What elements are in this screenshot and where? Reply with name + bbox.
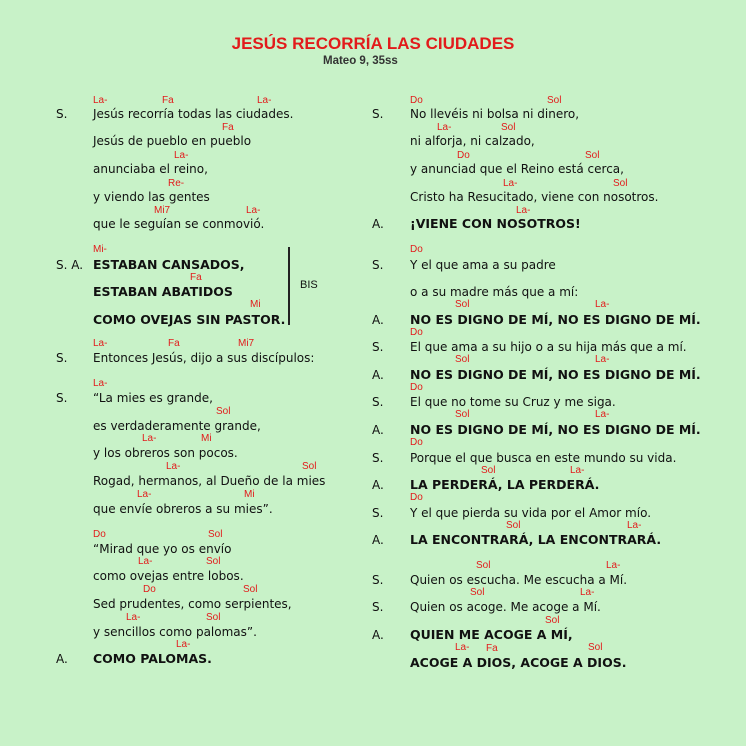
refrain-line: NO ES DIGNO DE MÍ, NO ES DIGNO DE MÍ. bbox=[410, 312, 701, 327]
chord: La- bbox=[93, 338, 108, 349]
song-title: JESÚS RECORRÍA LAS CIUDADES bbox=[231, 34, 515, 53]
speaker-label: A. bbox=[372, 628, 384, 642]
chord: La- bbox=[516, 205, 531, 216]
speaker-label: A. bbox=[372, 423, 384, 437]
refrain-line: ACOGE A DIOS, ACOGE A DIOS. bbox=[410, 655, 627, 670]
lyric-line: Y el que ama a su padre bbox=[410, 258, 556, 272]
speaker-label: A. bbox=[372, 313, 384, 327]
refrain-line: LA ENCONTRARÁ, LA ENCONTRARÁ. bbox=[410, 532, 662, 547]
chord: La- bbox=[246, 205, 261, 216]
scripture-reference: Mateo 9, 35ss bbox=[323, 55, 398, 67]
refrain-line: COMO PALOMAS. bbox=[93, 651, 212, 666]
chord: La- bbox=[503, 178, 518, 189]
chord: Sol bbox=[585, 150, 600, 161]
chord: La- bbox=[455, 642, 470, 653]
speaker-label: S. bbox=[372, 340, 384, 354]
speaker-label: A. bbox=[372, 217, 384, 231]
speaker-label: S. bbox=[372, 573, 384, 587]
refrain-line: NO ES DIGNO DE MÍ, NO ES DIGNO DE MÍ. bbox=[410, 422, 701, 437]
chord: Do bbox=[93, 529, 106, 540]
chord: La- bbox=[570, 465, 585, 476]
chord: Sol bbox=[545, 615, 560, 626]
speaker-label: S. A. bbox=[56, 258, 84, 272]
lyric-line: El que no tome su Cruz y me siga. bbox=[410, 395, 616, 409]
chord: La- bbox=[126, 612, 141, 623]
chord: Sol bbox=[613, 178, 628, 189]
chord: Sol bbox=[501, 122, 516, 133]
speaker-label: S. bbox=[372, 451, 384, 465]
lyric-line: Cristo ha Resucitado, viene con nosotros. bbox=[410, 190, 659, 204]
speaker-label: S. bbox=[56, 351, 68, 365]
chord: La- bbox=[437, 122, 452, 133]
chord: Mi7 bbox=[238, 338, 255, 349]
refrain-line: ESTABAN ABATIDOS bbox=[93, 284, 233, 299]
lyric-line: Entonces Jesús, dijo a sus discípulos: bbox=[93, 351, 315, 365]
chord: Mi bbox=[201, 433, 212, 444]
lyric-line: o a su madre más que a mí: bbox=[410, 285, 579, 299]
lyric-line: Quien os acoge. Me acoge a Mí. bbox=[410, 600, 601, 614]
chord: La- bbox=[138, 556, 153, 567]
lyric-line: como ovejas entre lobos. bbox=[93, 569, 244, 583]
chord: La- bbox=[257, 95, 272, 106]
chord: Sol bbox=[216, 406, 231, 417]
chord: Sol bbox=[476, 560, 491, 571]
chord: La- bbox=[580, 587, 595, 598]
refrain-line: COMO OVEJAS SIN PASTOR. bbox=[93, 312, 286, 327]
lyric-line: Jesús de pueblo en pueblo bbox=[93, 134, 252, 148]
lyric-line: Rogad, hermanos, al Dueño de la mies bbox=[93, 474, 326, 488]
chord: La- bbox=[142, 433, 157, 444]
bis-bracket bbox=[288, 247, 290, 325]
chord: La- bbox=[93, 378, 108, 389]
chord: Do bbox=[410, 492, 423, 503]
chord: Sol bbox=[243, 584, 258, 595]
lyric-line: “La mies es grande, bbox=[93, 391, 213, 405]
chord: Sol bbox=[302, 461, 317, 472]
chord: Do bbox=[410, 244, 423, 255]
chord: Sol bbox=[588, 642, 603, 653]
chord: Do bbox=[410, 95, 423, 106]
chord: Do bbox=[410, 437, 423, 448]
speaker-label: A. bbox=[372, 368, 384, 382]
lyric-line: Quien os escucha. Me escucha a Mí. bbox=[410, 573, 628, 587]
chord: Fa bbox=[222, 122, 234, 133]
refrain-line: ESTABAN CANSADOS, bbox=[93, 257, 245, 272]
chord: Sol bbox=[208, 529, 223, 540]
bis-label: BIS bbox=[300, 279, 318, 291]
chord: La- bbox=[137, 489, 152, 500]
speaker-label: A. bbox=[372, 533, 384, 547]
refrain-line: ¡VIENE CON NOSOTROS! bbox=[410, 216, 581, 231]
refrain-line: LA PERDERÁ, LA PERDERÁ. bbox=[410, 477, 600, 492]
chord: Re- bbox=[168, 178, 185, 189]
chord: La- bbox=[176, 639, 191, 650]
speaker-label: S. bbox=[372, 600, 384, 614]
speaker-label: S. bbox=[372, 258, 384, 272]
lyric-line: Y el que pierda su vida por el Amor mío. bbox=[410, 506, 652, 520]
chord: La- bbox=[606, 560, 621, 571]
chord: Sol bbox=[206, 556, 221, 567]
speaker-label: S. bbox=[372, 506, 384, 520]
chord: La- bbox=[595, 354, 610, 365]
refrain-line: NO ES DIGNO DE MÍ, NO ES DIGNO DE MÍ. bbox=[410, 367, 701, 382]
chord: Sol bbox=[206, 612, 221, 623]
chord: Do bbox=[410, 382, 423, 393]
chord: La- bbox=[174, 150, 189, 161]
chord: Mi- bbox=[93, 244, 107, 255]
lyric-line: El que ama a su hijo o a su hija más que a mí. bbox=[410, 340, 687, 354]
speaker-label: S. bbox=[56, 107, 68, 121]
speaker-label: A. bbox=[56, 652, 68, 666]
refrain-line: QUIEN ME ACOGE A MÍ, bbox=[410, 627, 573, 642]
chord: Fa bbox=[190, 272, 202, 283]
speaker-label: S. bbox=[56, 391, 68, 405]
chord: Sol bbox=[547, 95, 562, 106]
lyric-line: “Mirad que yo os envío bbox=[93, 542, 232, 556]
speaker-label: A. bbox=[372, 478, 384, 492]
lyric-line: Sed prudentes, como serpientes, bbox=[93, 597, 292, 611]
chord: La- bbox=[627, 520, 642, 531]
chord: La- bbox=[595, 299, 610, 310]
lyric-line: Porque el que busca en este mundo su vida. bbox=[410, 451, 677, 465]
chord: Do bbox=[143, 584, 156, 595]
chord: La- bbox=[166, 461, 181, 472]
chord: Sol bbox=[455, 354, 470, 365]
chord: La- bbox=[93, 95, 108, 106]
chord: Do bbox=[457, 150, 470, 161]
lyric-line: que le seguían se conmovió. bbox=[93, 217, 265, 231]
chord: Do bbox=[410, 327, 423, 338]
lyric-line: No llevéis ni bolsa ni dinero, bbox=[410, 107, 580, 121]
lyric-line: y sencillos como palomas”. bbox=[93, 625, 257, 639]
lyric-line: que envíe obreros a su mies”. bbox=[93, 502, 273, 516]
lyric-line: y los obreros son pocos. bbox=[93, 446, 238, 460]
chord: Fa bbox=[486, 643, 498, 654]
lyric-line: anunciaba el reino, bbox=[93, 162, 208, 176]
chord: Sol bbox=[470, 587, 485, 598]
chord: Sol bbox=[455, 299, 470, 310]
lyric-line: Jesús recorría todas las ciudades. bbox=[93, 107, 294, 121]
lyric-line: ni alforja, ni calzado, bbox=[410, 134, 535, 148]
speaker-label: S. bbox=[372, 395, 384, 409]
chord: Sol bbox=[506, 520, 521, 531]
chord: Sol bbox=[481, 465, 496, 476]
chord: Sol bbox=[455, 409, 470, 420]
chord: Fa bbox=[168, 338, 180, 349]
chord: Fa bbox=[162, 95, 174, 106]
lyric-line: es verdaderamente grande, bbox=[93, 419, 261, 433]
chord: La- bbox=[595, 409, 610, 420]
chord: Mi bbox=[250, 299, 261, 310]
chord: Mi7 bbox=[154, 205, 171, 216]
lyric-line: y viendo las gentes bbox=[93, 190, 210, 204]
speaker-label: S. bbox=[372, 107, 384, 121]
chord: Mi bbox=[244, 489, 255, 500]
lyric-line: y anunciad que el Reino está cerca, bbox=[410, 162, 624, 176]
